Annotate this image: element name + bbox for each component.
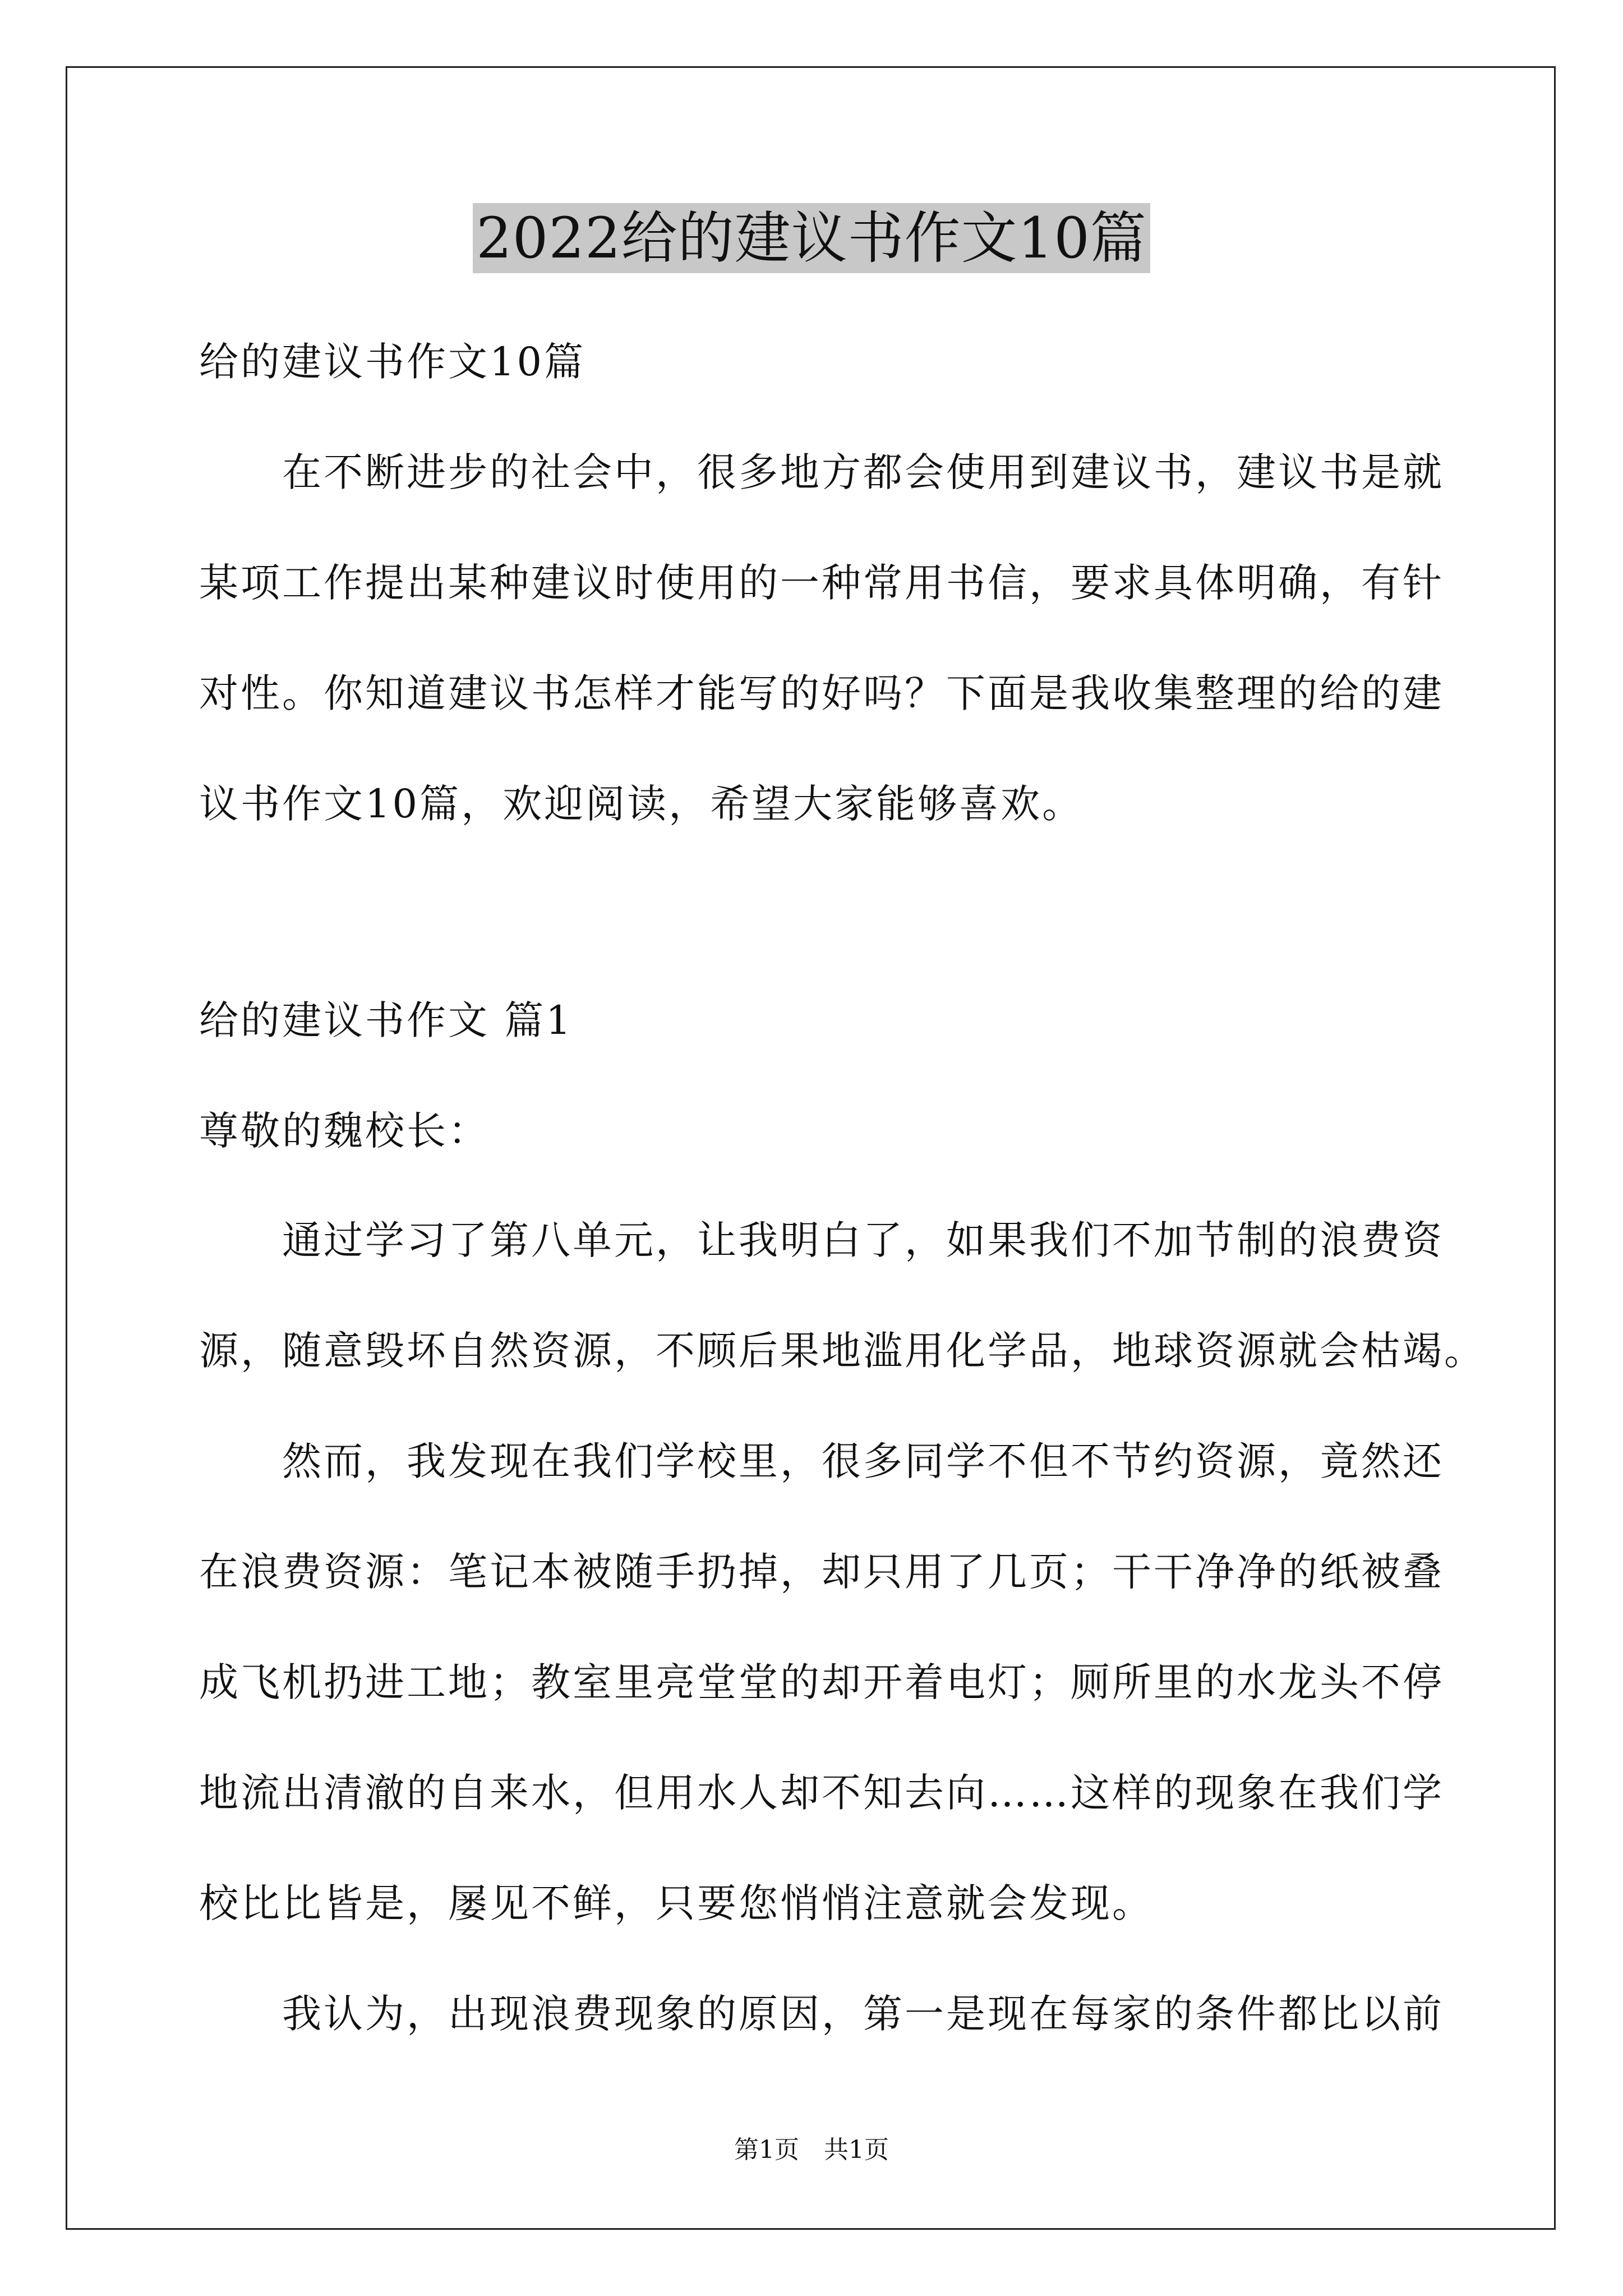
section-heading: 给的建议书作文 篇1 [199,997,573,1043]
salutation-line: 尊敬的魏校长： [199,1108,490,1154]
body-paragraph-line: 我认为，出现浪费现象的原因，第一是现在每家的条件都比以前 [282,1991,1444,2037]
title-block [0,203,1623,273]
intro-paragraph-line: 某项工作提出某种建议时使用的一种常用书信，要求具体明确，有针 [199,560,1444,606]
body-paragraph-line: 通过学习了第八单元，让我明白了，如果我们不加节制的浪费资 [282,1217,1444,1263]
document-title: 2022给的建议书作文10篇 [473,203,1150,273]
body-paragraph-line: 校比比皆是，屡见不鲜，只要您悄悄注意就会发现。 [199,1880,1154,1926]
intro-paragraph-line: 对性。你知道建议书怎样才能写的好吗？下面是我收集整理的给的建 [199,670,1444,716]
page-footer: 第1页 共1页 [734,2136,889,2164]
body-paragraph-line: 地流出清澈的自来水，但用水人却不知去向……这样的现象在我们学 [199,1770,1444,1816]
body-paragraph-line: 成飞机扔进工地；教室里亮堂堂的却开着电灯；厕所里的水龙头不停 [199,1659,1444,1705]
body-paragraph-line: 在浪费资源：笔记本被随手扔掉，却只用了几页；干干净净的纸被叠 [199,1549,1444,1595]
subtitle-line: 给的建议书作文10篇 [199,339,586,385]
body-paragraph-line: 然而，我发现在我们学校里，很多同学不但不节约资源，竟然还 [282,1438,1444,1484]
intro-paragraph-line: 议书作文10篇，欢迎阅读，希望大家能够喜欢。 [199,781,1084,827]
body-paragraph-line: 源，随意毁坏自然资源，不顾后果地滥用化学品，地球资源就会枯竭。 [199,1328,1486,1374]
intro-paragraph-line: 在不断进步的社会中，很多地方都会使用到建议书，建议书是就 [282,449,1444,495]
